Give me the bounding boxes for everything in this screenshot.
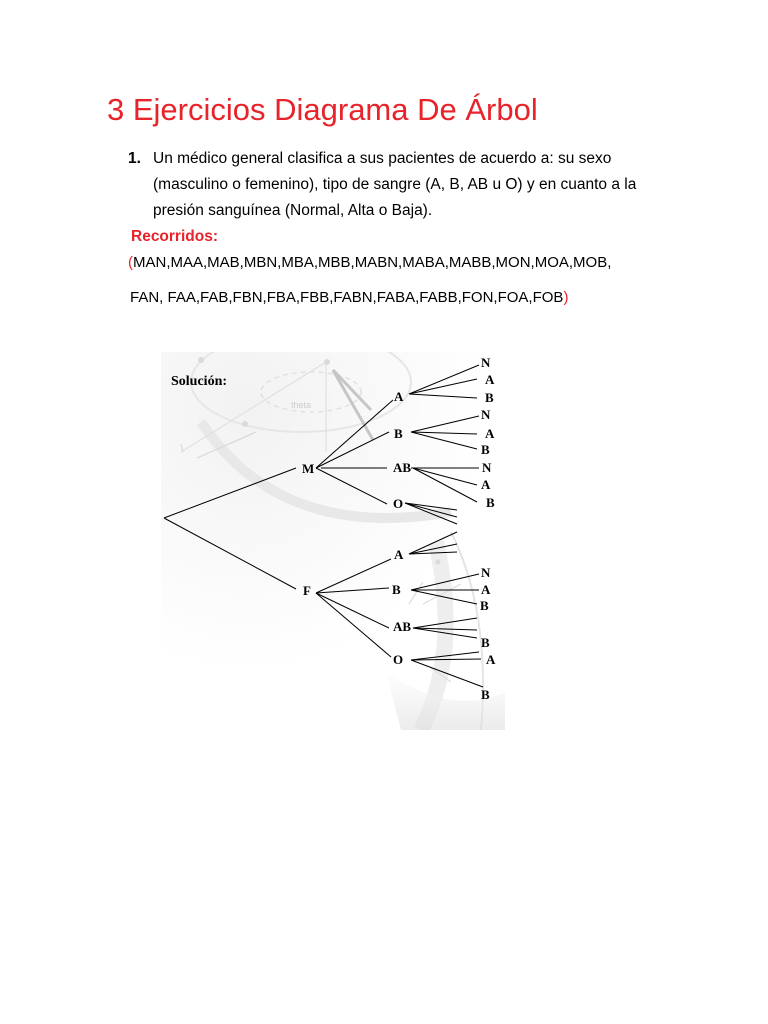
node-f-a: A — [394, 547, 404, 562]
node-m-ab: AB — [393, 460, 412, 475]
exercise-item — [128, 146, 688, 224]
leaf-label: B — [485, 390, 494, 405]
leaf-label: A — [481, 477, 491, 492]
leaf-label: N — [482, 460, 492, 475]
routes-line-1 — [128, 254, 611, 271]
node-m-o: O — [393, 496, 404, 511]
node-f: F — [303, 583, 311, 598]
tree-diagram — [161, 352, 505, 730]
node-m-b: B — [394, 426, 403, 441]
node-f-o: O — [393, 652, 404, 667]
background-theta-text: theta — [291, 400, 312, 410]
open-paren: ( — [128, 254, 133, 271]
leaf-label: A — [485, 426, 495, 441]
leaf-label: N — [481, 565, 491, 580]
exercise-text: Un médico general clasifica a sus pacientes de acuerdo a: su sexo (masculino o femenino), tipo de sangre (A, B, AB u O) y en cuanto a la presión sanguínea (Normal, Alta o Baja). — [153, 150, 637, 219]
recorridos-label: Recorridos: — [131, 228, 218, 245]
leaf-label: A — [486, 652, 496, 667]
leaf-label: A — [481, 582, 491, 597]
tree-diagram-figure — [161, 352, 505, 730]
background-illustration — [161, 352, 505, 730]
node-m: M — [302, 461, 315, 476]
leaf-label: N — [481, 355, 491, 370]
routes-line-1-text: MAN,MAA,MAB,MBN,MBA,MBB,MABN,MABA,MABB,MON,MOA,MOB, — [133, 254, 612, 271]
page-title: 3 Ejercicios Diagrama De Árbol — [107, 92, 538, 127]
leaf-label: B — [481, 687, 490, 702]
leaf-label: B — [481, 635, 490, 650]
routes-line-2 — [130, 289, 568, 306]
node-m-a: A — [394, 389, 404, 404]
leaf-label: A — [485, 372, 495, 387]
leaf-label: N — [481, 407, 491, 422]
routes-line-2-text: FAN, FAA,FAB,FBN,FBA,FBB,FABN,FABA,FABB,FON,FOA,FOB — [130, 289, 564, 306]
leaf-label: B — [486, 495, 495, 510]
close-paren: ) — [563, 289, 569, 306]
node-f-b: B — [392, 582, 401, 597]
solucion-label: Solución: — [171, 374, 228, 389]
node-f-ab: AB — [393, 619, 412, 634]
exercise-number: 1. — [128, 150, 141, 167]
leaf-label: B — [480, 598, 489, 613]
leaf-label: B — [481, 442, 490, 457]
